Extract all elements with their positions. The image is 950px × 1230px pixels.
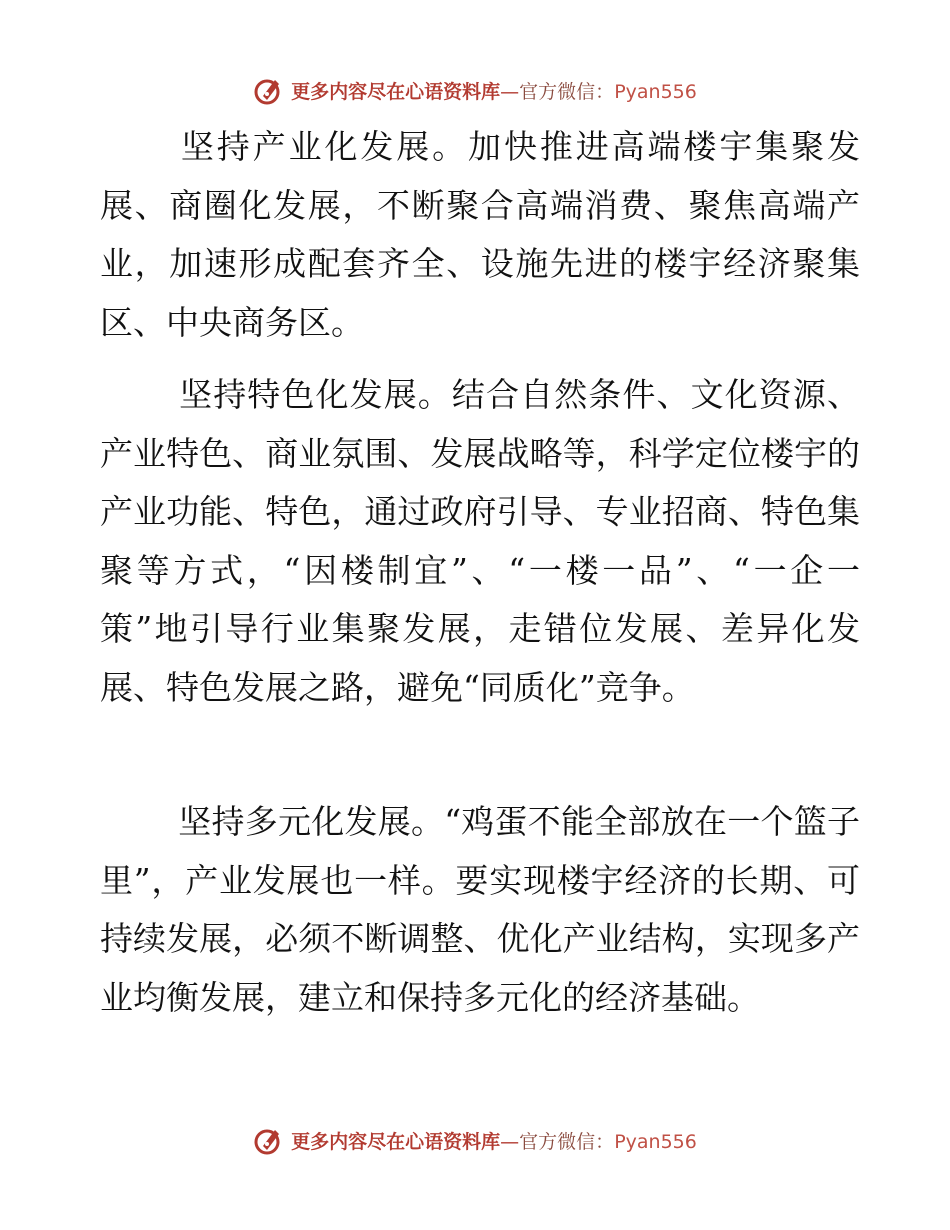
pen-nib-logo-icon <box>253 74 285 106</box>
paragraph-diversification <box>100 793 860 1027</box>
pen-nib-logo-icon <box>253 1124 285 1156</box>
watermark-wechat-id: Pyan556 <box>614 80 697 103</box>
watermark-label: 官方微信： <box>519 80 615 103</box>
watermark-brand: 更多内容尽在心语资料库 <box>291 1130 501 1153</box>
watermark-dash: — <box>500 80 520 103</box>
watermark-label: 官方微信： <box>519 1130 615 1153</box>
paragraph-text: 坚持特色化发展。结合自然条件、文化资源、产业特色、商业氛围、发展战略等，科学定位楼宇的产业功能、特色，通过政府引导、专业招商、特色集聚等方式，“因楼制宜”、“一楼一品”、“一企一策”地引导行业集聚发展，走错位发展、差异化发展、特色发展之路，避免“同质化”竞争。 <box>100 375 860 707</box>
header-watermark <box>0 70 950 110</box>
paragraph-text: 坚持产业化发展。加快推进高端楼宇集聚发展、商圈化发展，不断聚合高端消费、聚焦高端产业，加速形成配套齐全、设施先进的楼宇经济聚集区、中央商务区。 <box>100 127 860 342</box>
watermark-wechat-id: Pyan556 <box>614 1130 697 1153</box>
paragraph-industrialization <box>100 118 860 352</box>
paragraph-text: 坚持多元化发展。“鸡蛋不能全部放在一个篮子里”，产业发展也一样。要实现楼宇经济的长期、可持续发展，必须不断调整、优化产业结构，实现多产业均衡发展，建立和保持多元化的经济基础。 <box>100 802 860 1017</box>
watermark-text <box>291 1127 697 1154</box>
watermark-brand: 更多内容尽在心语资料库 <box>291 80 501 103</box>
watermark-dash: — <box>500 1130 520 1153</box>
footer-watermark <box>0 1120 950 1160</box>
watermark-text <box>291 77 697 104</box>
paragraph-specialization <box>100 366 860 717</box>
